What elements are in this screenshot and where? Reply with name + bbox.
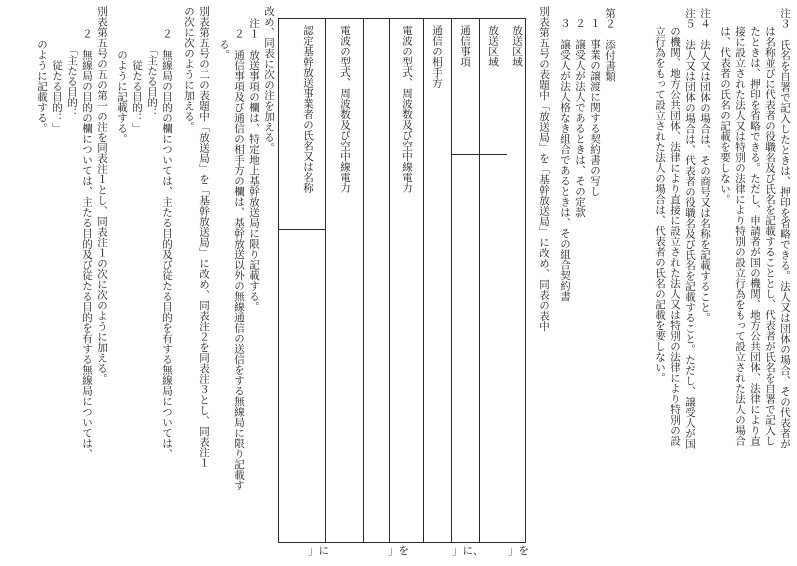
note-3-line-4: 接に設立された法人又は特別の法律により特別の設立行為をもって設立された法人の場合 <box>734 26 746 446</box>
table-row-label: 認定基幹放送事業者の氏名又は名称 <box>302 25 314 193</box>
table-row-label: 通信事項 <box>459 25 471 67</box>
note-4: 注４ 法人又は団体の場合は、その商号又は名称を記載すること。 <box>699 8 711 323</box>
appendix-5-2-note-2-line-2: 「主たる目的： <box>146 18 158 118</box>
appendix-5-5-note-2-line-3: 従たる目的：」 <box>51 18 63 134</box>
appendix-5-5-note-2-line-1: ２ 無線局の目的の欄については、主たる目的及び従たる目的を有する無線局については、 <box>81 18 93 459</box>
appendix-5-2-note-2-line-1: ２ 無線局の目的の欄については、主たる目的及び従たる目的を有する無線局については、 <box>161 18 173 459</box>
table-notes-intro: 改め、同表に次の注を加える。 <box>263 6 275 153</box>
table-row <box>389 19 423 542</box>
note-3-line-3: たときは、押印を省略できる。ただし、申請者が国の機関、地方公共団体、法律により直 <box>749 26 761 446</box>
appendix-5-2-amendment-line-2: の次に次のように加える。 <box>183 6 195 132</box>
table-row-label: 放送区域 <box>511 25 523 67</box>
table-row <box>479 19 507 542</box>
table-row-suffix: 」に <box>308 545 329 557</box>
table-note-2-line-2: る。 <box>218 18 230 60</box>
note-3-line-2: は名称並びに代表者の役職名及び氏名を記載することとし、代表者が氏名を自署で記入し <box>764 26 776 446</box>
appendix-5-2-note-2-line-4: のように記載する。 <box>116 18 128 144</box>
appendix-5-5-amendment: 別表第五号の五の第一の注を同表注１とし、同表注１の次に次のように加える。 <box>96 6 108 384</box>
table-row <box>507 19 527 542</box>
table-row-label: 通信の相手方 <box>431 25 443 88</box>
note-5-line-3: 立行為をもって設立された法人の場合は、代表者の氏名の記載を要しない。 <box>654 26 666 383</box>
attachment-2: ２ 譲受人が法人であるときは、その定款 <box>574 18 586 218</box>
table-row <box>325 19 363 542</box>
table-row <box>423 19 451 542</box>
appendix-5-5-note-2-line-4: のように記載する。 <box>36 18 48 134</box>
appendix-5-2-amendment-line-1: 別表第五号の二の表題中「放送局」を「基幹放送局」に改め、同表注２を同表注３とし、同表注１ <box>198 6 210 468</box>
appendix-5-5-note-2-line-2: 「主たる目的： <box>66 18 78 118</box>
table-row-label: 電波の型式、周波数及び空中線電力 <box>339 25 351 193</box>
table-cell-divider <box>451 154 507 155</box>
note-5-line-1: 注５ 法人又は団体の場合は、代表者の役職名及び氏名を記載すること。ただし、譲受人が国 <box>684 8 696 449</box>
appendix-5-amendment: 別表第五号の表題中「放送局」を「基幹放送局」に改め、同表の表中 <box>538 6 550 332</box>
table-row-label: 放送区域 <box>487 25 499 67</box>
table-row-suffix: 」を <box>508 545 529 557</box>
table-row-suffix: 」に、 <box>452 545 484 557</box>
note-3-line-5: は、代表者の氏名の記載を要しない。 <box>719 26 731 205</box>
table-note-1: 注１ 放送事項の欄は、特定地上基幹放送局に限り記載する。 <box>248 18 260 312</box>
appendix-5-2-note-2-line-3: 従たる目的：」 <box>131 18 143 134</box>
attachment-1: １ 事業の譲渡に関する契約書の写し <box>589 18 601 197</box>
table-row <box>279 19 325 542</box>
table-row-label: 電波の型式、周波数及び空中線電力 <box>401 25 413 193</box>
amendment-table <box>278 18 526 543</box>
table-row <box>451 19 479 542</box>
table-row <box>363 19 389 542</box>
note-3-line-1: 注３ 氏名を自署で記入したときは、押印を省略できる。法人又は団体の場合、その代表者が <box>779 8 791 449</box>
table-row-suffix: 」を <box>388 545 409 557</box>
table-cell-divider <box>279 229 325 230</box>
attachments-heading: 第２ 添付書類 <box>604 8 616 82</box>
attachment-3: ３ 譲受人が法人格なき組合であるときは、その組合契約書 <box>559 18 571 302</box>
note-5-line-2: の機関、地方公共団体、法律により直接に設立された法人又は特別の法律により特別の設 <box>669 26 681 446</box>
table-note-2-line-1: ２ 通信事項及び通信の相手方の欄は、基幹放送以外の無線通信の送信をする無線局に限り記載す <box>233 18 245 491</box>
